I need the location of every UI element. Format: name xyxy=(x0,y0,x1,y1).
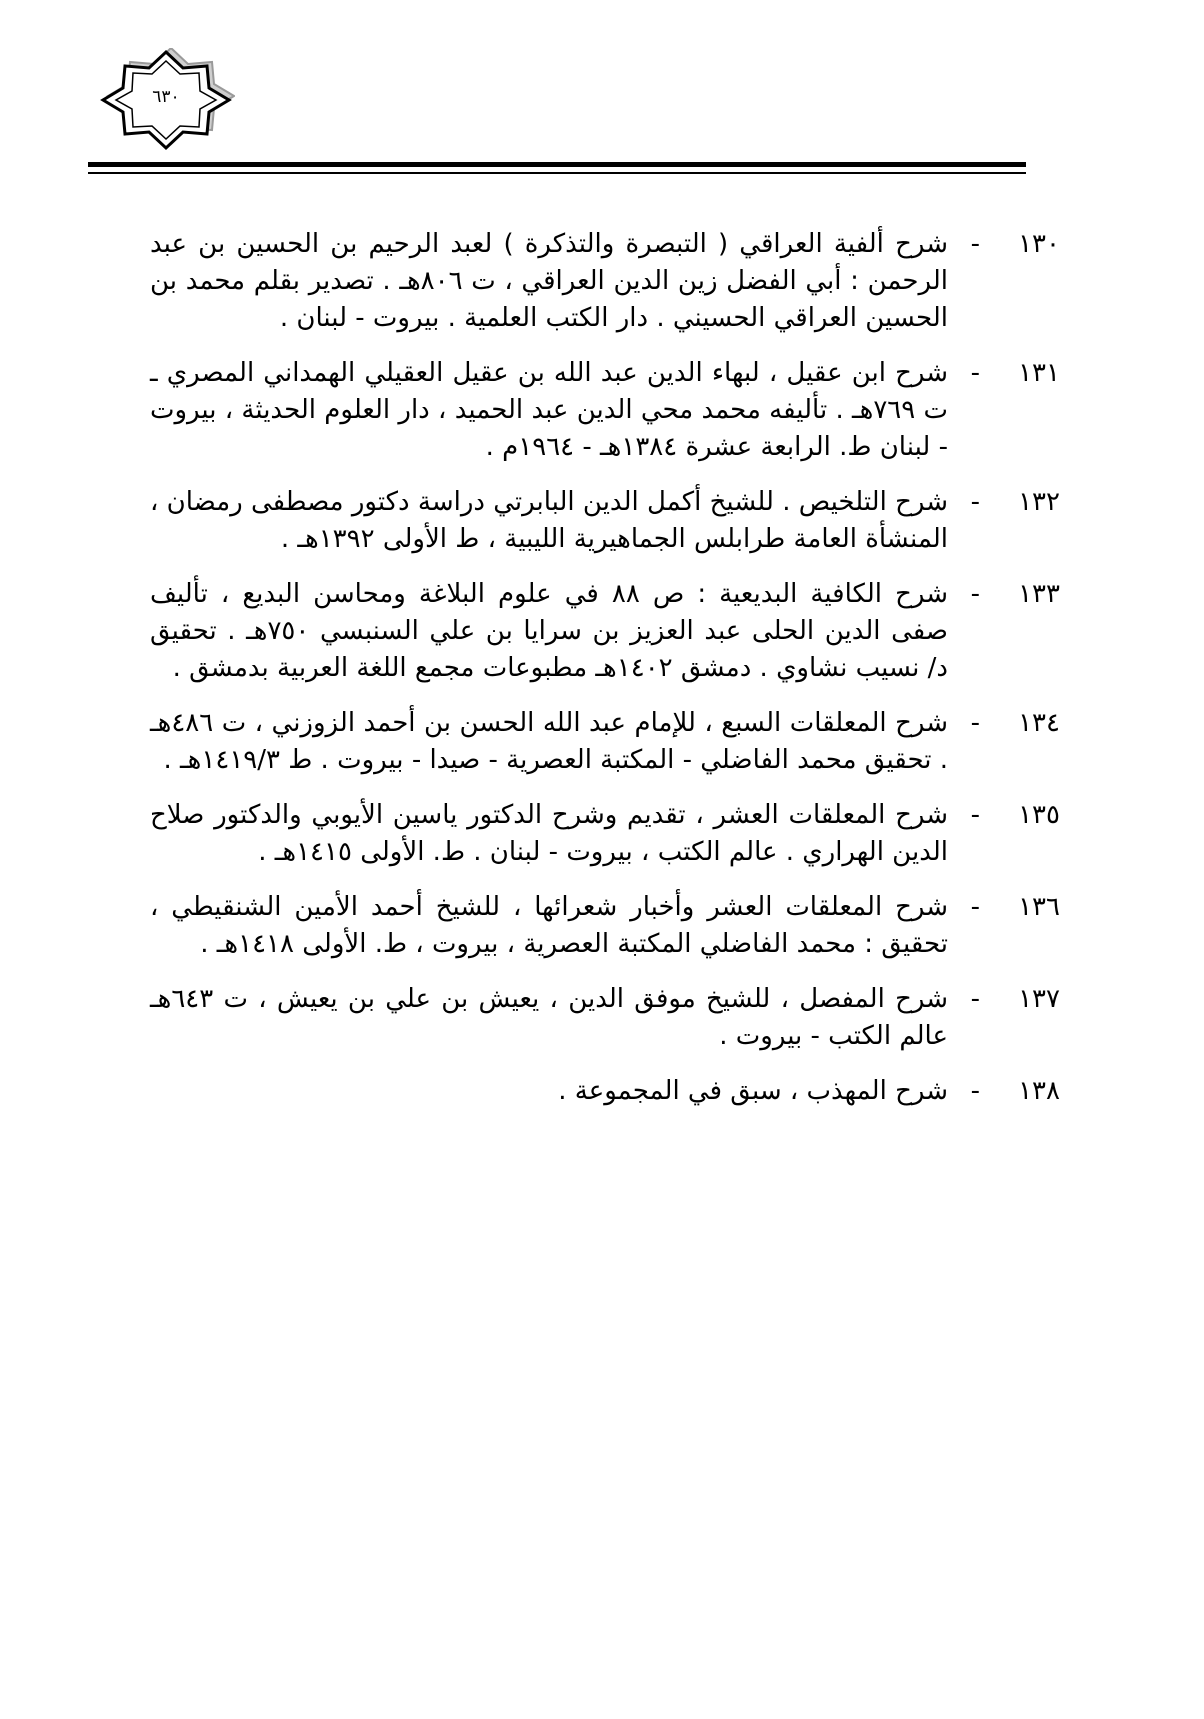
bibliography-entry-132 xyxy=(150,484,1060,558)
entry-number: ١٣٣ xyxy=(1018,579,1060,609)
bibliography-list xyxy=(150,226,1060,1128)
entry-dash: - xyxy=(970,358,980,388)
bibliography-entry-134 xyxy=(150,705,1060,779)
bibliography-entry-138 xyxy=(150,1073,1060,1110)
entry-dash: - xyxy=(970,892,980,922)
entry-dash: - xyxy=(970,984,980,1014)
entry-dash: - xyxy=(970,1076,980,1106)
entry-text: شرح ابن عقيل ، لبهاء الدين عبد الله بن عقيل العقيلي الهمداني المصري ـ ت ٧٦٩هـ . تأليفه محمد محي الدين عبد الحميد ، دار العلوم الحديثة ، بيروت - لبنان ط. الرابعة عشرة ١٣٨٤هـ - ١٩٦٤م . xyxy=(150,358,948,462)
entry-dash: - xyxy=(970,487,980,517)
header-rule-thin xyxy=(88,172,1026,174)
entry-number: ١٣٨ xyxy=(1018,1076,1060,1106)
page-number: ٦٣٠ xyxy=(152,87,180,107)
entry-number: ١٣٤ xyxy=(1018,708,1060,738)
entry-text: شرح ألفية العراقي ( التبصرة والتذكرة ) لعبد الرحيم بن الحسين بن عبد الرحمن : أبي الفضل زين الدين العراقي ، ت ٨٠٦هـ . تصدير بقلم محمد بن الحسين العراقي الحسيني . دار الكتب العلمية . بيروت - لبنان . xyxy=(150,229,948,333)
entry-text: شرح التلخيص . للشيخ أكمل الدين البابرتي دراسة دكتور مصطفى رمضان ، المنشأة العامة طرابلس الجماهيرية الليبية ، ط الأولى ١٣٩٢هـ . xyxy=(149,487,948,554)
entry-number: ١٣٠ xyxy=(1018,229,1060,259)
entry-text: شرح المعلقات العشر وأخبار شعرائها ، للشيخ أحمد الأمين الشنقيطي ، تحقيق : محمد الفاضلي المكتبة العصرية ، بيروت ، ط. الأولى ١٤١٨هـ . xyxy=(150,892,948,959)
entry-dash: - xyxy=(970,708,980,738)
entry-number: ١٣٥ xyxy=(1018,800,1060,830)
entry-text: شرح الكافية البديعية : ص ٨٨ في علوم البلاغة ومحاسن البديع ، تأليف صفى الدين الحلى عبد العزيز بن سرايا بن علي السنبسي ٧٥٠هـ . تحقيق د/ نسيب نشاوي . دمشق ١٤٠٢هـ مطبوعات مجمع اللغة العربية بدمشق . xyxy=(150,579,948,683)
entry-text: شرح المفصل ، للشيخ موفق الدين ، يعيش بن علي بن يعيش ، ت ٦٤٣هـ عالم الكتب - بيروت . xyxy=(150,984,948,1051)
header-rule-thick xyxy=(88,162,1026,167)
entry-dash: - xyxy=(970,229,980,259)
bibliography-entry-130 xyxy=(150,226,1060,337)
entry-dash: - xyxy=(970,800,980,830)
entry-number: ١٣٢ xyxy=(1018,487,1060,517)
entry-number: ١٣٧ xyxy=(1018,984,1060,1014)
entry-text: شرح المعلقات السبع ، للإمام عبد الله الحسن بن أحمد الزوزني ، ت ٤٨٦هـ . تحقيق محمد الفاضلي - المكتبة العصرية - صيدا - بيروت . ط ١٤١٩/٣هـ . xyxy=(150,708,948,775)
entry-text: شرح المعلقات العشر ، تقديم وشرح الدكتور ياسين الأيوبي والدكتور صلاح الدين الهراري . عالم الكتب ، بيروت - لبنان . ط. الأولى ١٤١٥هـ . xyxy=(150,800,948,867)
bibliography-entry-133 xyxy=(150,576,1060,687)
bibliography-entry-135 xyxy=(150,797,1060,871)
bibliography-entry-131 xyxy=(150,355,1060,466)
bibliography-entry-137 xyxy=(150,981,1060,1055)
entry-number: ١٣٦ xyxy=(1018,892,1060,922)
bibliography-entry-136 xyxy=(150,889,1060,963)
page-number-badge xyxy=(97,48,235,153)
entry-dash: - xyxy=(970,579,980,609)
entry-number: ١٣١ xyxy=(1018,358,1060,388)
entry-text: شرح المهذب ، سبق في المجموعة . xyxy=(558,1076,948,1106)
